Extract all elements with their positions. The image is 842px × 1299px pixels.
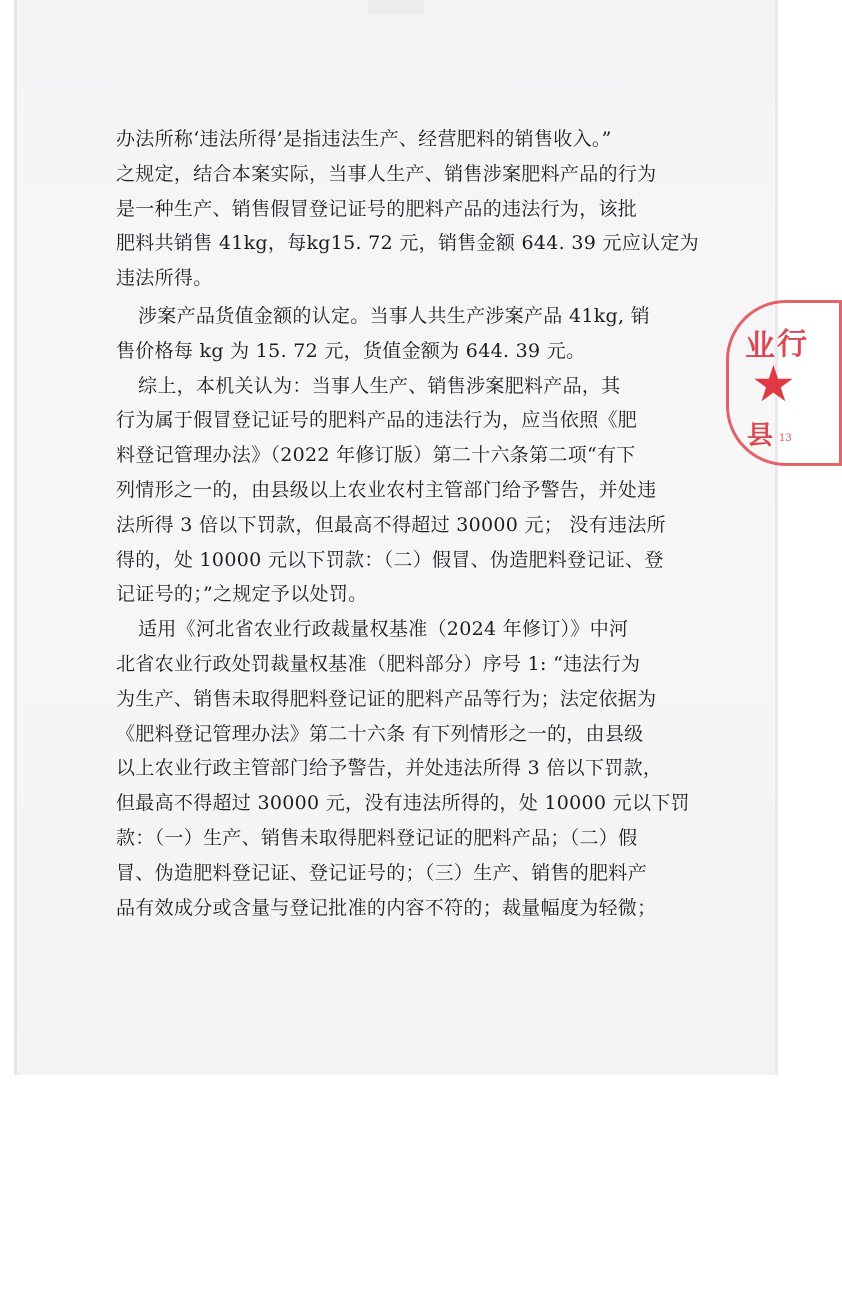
text-line: 涉案产品货值金额的认定。当事人共生产涉案产品 41kg, 销 <box>138 304 650 327</box>
text-line: 违法所得。 <box>116 267 213 290</box>
text-line: 列情形之一的，由县级以上农业农村主管部门给予警告，并处违 <box>116 478 657 501</box>
text-line: 综上，本机关认为：当事人生产、销售涉案肥料产品，其 <box>138 374 621 397</box>
seal-char: 业 <box>745 329 775 364</box>
text-line: 之规定，结合本案实际，当事人生产、销售涉案肥料产品的行为 <box>116 162 657 185</box>
text-line: 适用《河北省农业行政裁量权基准（2024 年修订）》中河 <box>138 618 629 641</box>
seal-star-icon: ★ <box>751 356 796 412</box>
seal-digits: 13 <box>779 433 792 444</box>
seal-char: 行 <box>777 327 807 362</box>
text-line: 冒、伪造肥料登记证、登记证号的；（三）生产、销售的肥料产 <box>116 861 647 884</box>
text-line: 款：（一）生产、销售未取得肥料登记证的肥料产品；（二）假 <box>116 826 638 849</box>
scan-top-mark <box>368 0 424 14</box>
text-line: 北省农业行政处罚裁量权基准（肥料部分）序号 1: “违法行为 <box>116 652 641 675</box>
scan-edge-right <box>775 0 778 1075</box>
scan-edge-left <box>14 0 17 1075</box>
text-line: 为生产、销售未取得肥料登记证的肥料产品等行为；法定依据为 <box>116 687 657 710</box>
official-red-seal <box>726 300 842 466</box>
text-line: 办法所称‘违法所得’是指违法生产、经营肥料的销售收入。” <box>116 128 612 150</box>
text-line: 得的，处 10000 元以下罚款：（二）假冒、伪造肥料登记证、登 <box>116 548 664 571</box>
text-line: 记证号的；”之规定予以处罚。 <box>116 583 368 606</box>
text-line: 以上农业行政主管部门给予警告，并处违法所得 3 倍以下罚款， <box>116 757 663 780</box>
text-line: 是一种生产、销售假冒登记证号的肥料产品的违法行为，该批 <box>116 197 638 220</box>
text-line: 行为属于假冒登记证号的肥料产品的违法行为，应当依照《肥 <box>116 409 638 432</box>
text-line: 肥料共销售 41kg，每kg15. 72 元，销售金额 644. 39 元应认定为 <box>116 232 699 255</box>
document-body <box>116 122 699 925</box>
text-line: 售价格每 kg 为 15. 72 元，货值金额为 644. 39 元。 <box>116 339 586 362</box>
seal-char: 县 <box>747 421 774 451</box>
text-line: 但最高不得超过 30000 元，没有违法所得的，处 10000 元以下罚 <box>116 792 690 815</box>
text-line: 《肥料登记管理办法》第二十六条 有下列情形之一的，由县级 <box>116 722 644 745</box>
text-line: 法所得 3 倍以下罚款，但最高不得超过 30000 元； 没有违法所 <box>116 513 666 536</box>
text-line: 料登记管理办法》（2022 年修订版）第二十六条第二项“有下 <box>116 444 636 467</box>
text-line: 品有效成分或含量与登记批准的内容不符的；裁量幅度为轻微； <box>116 896 657 919</box>
